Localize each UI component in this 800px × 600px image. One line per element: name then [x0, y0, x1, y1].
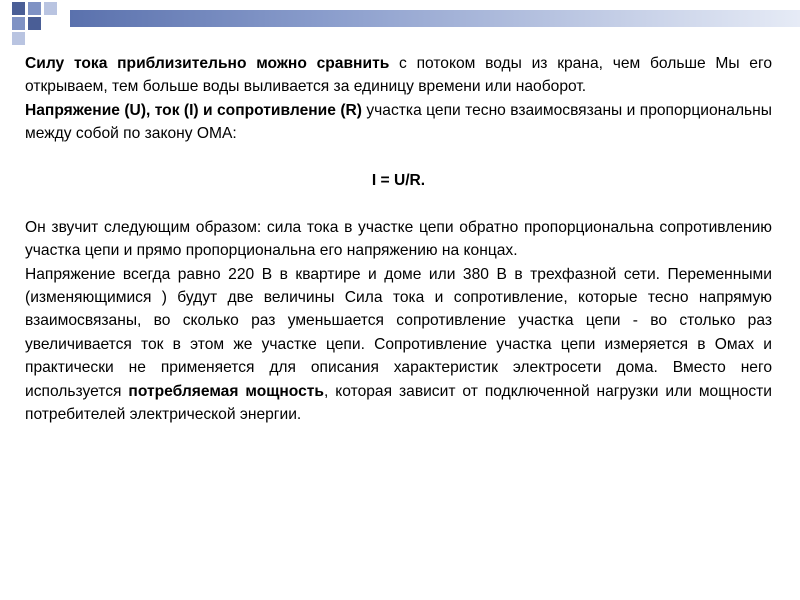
- blank-line: [25, 192, 772, 215]
- blank-line: [25, 146, 772, 169]
- paragraph-text: участка цепи тесно взаимосвязаны и пропорциональны между собой по закону ОМА:: [25, 101, 772, 143]
- decor-square: [28, 2, 41, 15]
- emphasis-text: Силу тока приблизительно можно сравнить: [25, 55, 390, 72]
- paragraph-household-voltage: [25, 263, 772, 427]
- decor-square: [44, 2, 57, 15]
- paragraph-text: Напряжение всегда равно 220 В в квартире и доме или 380 В в трехфазной сети. Переменными (изменяющимися ) будут две величины Сила тока и сопротивление, которые тесно напрямую взаимосвязаны, во сколько раз уменьшается сопротивление участка цепи - во столько раз увеличивается ток в этом же участке цепи. Сопротивление участка цепи измеряется в Омах и практически не применяется для описания характеристик электросети дома. Вместо него используется: [25, 265, 772, 400]
- ohm-law-formula: I = U/R.: [371, 172, 426, 190]
- paragraph-text: , которая зависит от подключенной нагрузки или мощности потребителей электрической энергии.: [25, 382, 772, 424]
- paragraph-text: с потоком воды из крана, чем больше Мы его открываем, тем больше воды выливается за единицу времени или наоборот.: [25, 55, 772, 96]
- header-gradient-bar: [70, 10, 800, 27]
- emphasis-text: Напряжение (U), ток (I) и сопротивление (R): [25, 101, 362, 119]
- decor-square: [12, 32, 25, 45]
- header-decoration: [0, 0, 800, 46]
- paragraph-ohm-law-statement: Он звучит следующим образом: сила тока в участке цепи обратно пропорциональна сопротивлению участка цепи и прямо пропорциональна его напряжению на концах.: [25, 218, 772, 260]
- paragraph-ohm-law-intro: [25, 99, 772, 146]
- emphasis-text: потребляемая мощность: [128, 382, 325, 400]
- decor-square: [28, 17, 41, 30]
- slide-text: [25, 52, 772, 426]
- decor-square: [12, 17, 25, 30]
- decor-square: [12, 2, 25, 15]
- paragraph-current-analogy: [25, 52, 772, 99]
